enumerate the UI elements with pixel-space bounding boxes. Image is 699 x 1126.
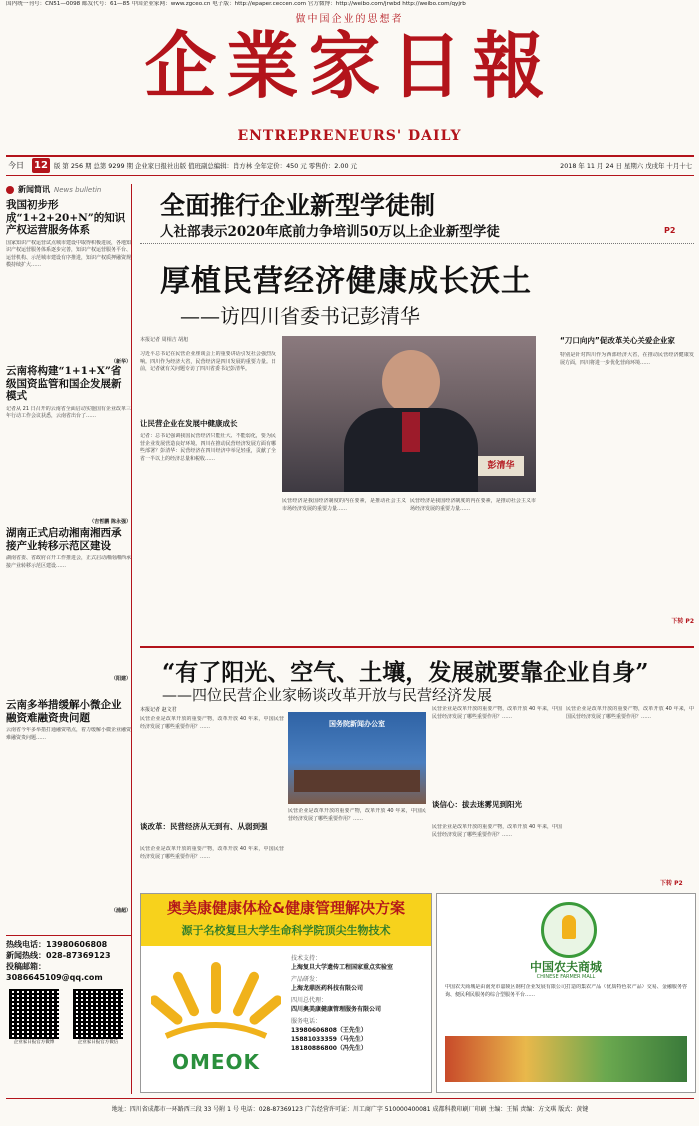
farmer-mall-ad[interactable] <box>436 893 696 1093</box>
photo-caption: 彭清华 <box>478 456 524 476</box>
lead-body: 民营经济是我国经济制度的内在要素，是推动社会主义市场经济发展的重要力量…… <box>410 498 536 512</box>
qr-caption: 企业家日报官方微博 <box>13 1040 55 1045</box>
weibo-qr-code[interactable] <box>9 989 59 1039</box>
bulletin-title: 云南多举措缓解小微企业融资难融资贵问题 <box>6 699 122 724</box>
tech-support: 上海复旦大学遗传工程国家重点实验室 <box>291 964 394 971</box>
today-label: 今日 <box>8 161 24 170</box>
photo-banner: 国务院新闻办公室 <box>329 720 385 728</box>
lead-body: 特别是针对四川作为西部经济大省，在推动民营经济健康发展方面，四川将进一步优化营商环境…… <box>560 352 694 366</box>
section-heading: 谈改革：民营经济从无到有、从弱到强 <box>140 822 268 831</box>
portrait-face <box>382 350 440 414</box>
bulletin-source: （吉哲鹏 陈永强） <box>89 518 131 525</box>
lead-subheadline: ——访四川省委书记彭清华 <box>180 304 420 328</box>
lead-body: 记者：总书记强调我国民营经济只能壮大、不能弱化，要为民营企业发展营造良好环境。四川在推动民营经济发展方面有哪些部署？彭清华：民营经济在四川经济中举足轻重，贡献了全省一半以上的经济总量和税收…… <box>140 433 276 462</box>
product-dev: 上海龙鼎医药科技有限公司 <box>291 985 364 992</box>
bulletin-source: （阳建） <box>110 676 131 682</box>
phone-3[interactable]: 18180886800（冯先生） <box>291 1045 367 1052</box>
omeok-logo <box>151 954 281 1084</box>
ad2-brand: 中国农夫商城 <box>529 960 602 974</box>
issue-bar-rule-bottom <box>6 175 694 176</box>
footer-rule <box>6 1098 694 1099</box>
issue-bar <box>6 158 694 174</box>
portrait-tie <box>402 412 420 452</box>
subheadline-entrepreneurs: ——四位民营企业家畅谈改革开放与民营经济发展 <box>162 686 493 704</box>
subheadline-apprenticeship: 人社部表示2020年底前力争培训50万以上企业新型学徒 <box>160 224 500 240</box>
wechat-qr-code[interactable] <box>73 989 123 1039</box>
byline: 本报记者 赵文君 <box>140 707 177 713</box>
issue-bar-rule-top <box>6 155 694 157</box>
bulletin-header: 新闻简讯 <box>18 185 50 194</box>
article-body: 民营企业是改革开放的重要产物，改革开放 40 年来，中国民营经济发展了哪些重要作用？…… <box>566 706 694 720</box>
label-prod: 产品研发： <box>291 976 322 983</box>
issue-date: 2018 年 11 月 24 日 星期六 戊戌年 十月十七 <box>560 162 692 170</box>
footer-info: 地址：四川省成都市一环路西三段 33 号附 1 号 电话：028-87369123 广告经营许可证：川工商广字 510000400081 成都科教印刷厂印刷 主编：王韬 责编：方文琪 版式：黄键 <box>111 1106 589 1113</box>
continued-ref[interactable]: 下转 P2 <box>671 618 694 625</box>
bulletin-body: 记者从 21 日召开的云南省全面启动实施国有企业改革三年行动工作会议获悉，云南省出台了…… <box>6 405 131 420</box>
lead-body: 民营经济是我国经济制度的内在要素，是推动社会主义市场经济发展的重要力量…… <box>282 498 406 512</box>
masthead-english: ENTREPRENEURS' DAILY <box>237 128 462 144</box>
news-bulletin-sidebar <box>6 184 132 1094</box>
masthead-slogan: 做中国企业的思想者 <box>295 14 404 25</box>
bulletin-body: 湖南省委、省政府召开工作推进会，正式启动湘南湘西承接产业转移示范区建设…… <box>6 555 131 569</box>
list-item <box>6 527 131 699</box>
bulletin-header-en: News bulletin <box>54 185 102 194</box>
page-ref-p2[interactable]: P2 <box>664 226 676 235</box>
article-body: 民营企业是改革开放的重要产物，改革开放 40 年来，中国民营经济发展了哪些重要作用？…… <box>140 716 284 730</box>
lead-column-right <box>560 336 694 625</box>
phone-1[interactable]: 13980606808（王先生） <box>291 1027 367 1034</box>
ad-details <box>291 954 427 1053</box>
bulletin-source: （新华） <box>110 358 131 365</box>
bulletin-dot-icon <box>6 186 14 194</box>
label-tech: 技术支持： <box>291 955 322 962</box>
farmer-mall-logo-icon <box>541 902 597 958</box>
article-body: 民营企业是改革开放的重要产物，改革开放 40 年来，中国民营经济发展了哪些重要作用？…… <box>432 706 562 720</box>
bulletin-body: 云南省今年多举措打通融资堵点，着力缓解小微企业融资难融资贵问题…… <box>6 727 131 741</box>
ad2-product-strip <box>445 1036 687 1082</box>
publication-info-strip: 国内统一刊号：CN51—0098 邮发代号：61—85 中国企业家网：www.zgceo.cn 电子版：http://epaper.ceccen.com 官方微博：http://weibo.com/jrwbd http://weibo.com/qyjrb <box>6 1 466 7</box>
lead-byline: 本报记者 周相吉 胡旭 <box>140 337 189 343</box>
omeok-ad[interactable] <box>140 893 432 1093</box>
article-body: 民营企业是改革开放的重要产物，改革开放 40 年来，中国民营经济发展了哪些重要作用？…… <box>140 846 284 860</box>
qr-caption: 企业家日报官方微信 <box>77 1040 119 1045</box>
headline-apprenticeship[interactable]: 全面推行企业新型学徒制 <box>160 191 436 220</box>
label-phone: 服务电话： <box>291 1018 322 1025</box>
contact-block <box>6 935 131 983</box>
page-count-badge: 12 <box>32 158 50 173</box>
bulletin-title: 湖南正式启动湘南湘西承接产业转移示范区建设 <box>6 527 122 552</box>
ad-subtitle: 源于名校复旦大学生命科学院顶尖生物技术 <box>181 924 391 937</box>
section-rule <box>140 646 694 648</box>
bulletin-title: 我国初步形成“1+2+20+N”的知识产权运营服务体系 <box>6 199 126 236</box>
lead-section-heading: 让民营企业在发展中健康成长 <box>140 419 238 428</box>
qr-codes <box>6 989 131 1045</box>
bulletin-body: 国家知识产权运营试点城市建设中取得积极进展，各地知识产权运营服务体系逐步完善，知识产权运营服务平台、运营机构、示范城市建设有序推进，知识产权质押融资规模持续扩大…… <box>6 239 131 269</box>
press-conference-photo[interactable] <box>288 712 426 804</box>
article-body: 民营企业是改革开放的重要产物，改革开放 40 年来，中国民营经济发展了哪些重要作用？…… <box>432 824 562 838</box>
lead-headline[interactable]: 厚植民营经济健康成长沃土 <box>160 264 532 299</box>
list-item <box>6 365 131 527</box>
ad2-brand-en: CHINESE FARMER MALL <box>536 974 596 980</box>
article-body: 民营企业是改革开放的重要产物，改革开放 40 年来，中国民营经济发展了哪些重要作用？…… <box>288 808 426 822</box>
section-heading: 谈信心：拔去迷雾见到阳光 <box>432 800 522 809</box>
issue-info: 版 第 256 期 总第 9299 期 企业家日报社出版 值班副总编辑：肖方林 全年定价：450 元 零售价：2.00 元 <box>54 162 357 170</box>
bulletin-title: 云南将构建“1+1+X”省级国资监管和国企发展新模式 <box>6 365 122 402</box>
list-item <box>6 199 131 365</box>
submission-email: 投稿邮箱：3086645109@qq.com <box>6 962 103 982</box>
divider <box>140 243 694 244</box>
phone-2[interactable]: 15881033359（马先生） <box>291 1036 367 1043</box>
ad-title: 奥美康健康体检&健康管理解决方案 <box>166 899 406 917</box>
list-item <box>6 699 131 935</box>
lead-photo[interactable] <box>282 336 536 492</box>
headline-entrepreneurs[interactable]: “有了阳光、空气、土壤，发展就要靠企业自身” <box>162 659 649 686</box>
agent: 四川奥美康健康管理服务有限公司 <box>291 1006 382 1013</box>
press-table <box>294 770 420 792</box>
masthead-title: 企業家日報 <box>144 23 555 108</box>
hotline: 热线电话：13980606808 <box>6 940 108 949</box>
bulletin-source: （浦超） <box>110 908 131 914</box>
news-hotline: 新闻热线：028-87369123 <box>6 951 111 960</box>
ad2-description: 中国农夫商城是由南充市嘉陵区钢村企业发展有限公司打造的集农产品（优质特色农产品）交易、金融服务咨询、便民利民服务的综合型服务平台…… <box>445 984 687 998</box>
ad-brand: OMEOK <box>171 1050 261 1074</box>
label-sell: 四川总代理： <box>291 997 328 1004</box>
lead-section-heading: “刀口向内”促改革关心关爱企业家 <box>560 336 675 345</box>
continued-ref[interactable]: 下转 P2 <box>660 880 683 887</box>
lead-intro: 习近平总书记在民营企业座谈会上的重要讲话引发社会强烈反响。四川作为经济大省，民营经济是四川发展的重要力量。日前，记者就有关问题专访了四川省委书记彭清华。 <box>140 351 276 373</box>
